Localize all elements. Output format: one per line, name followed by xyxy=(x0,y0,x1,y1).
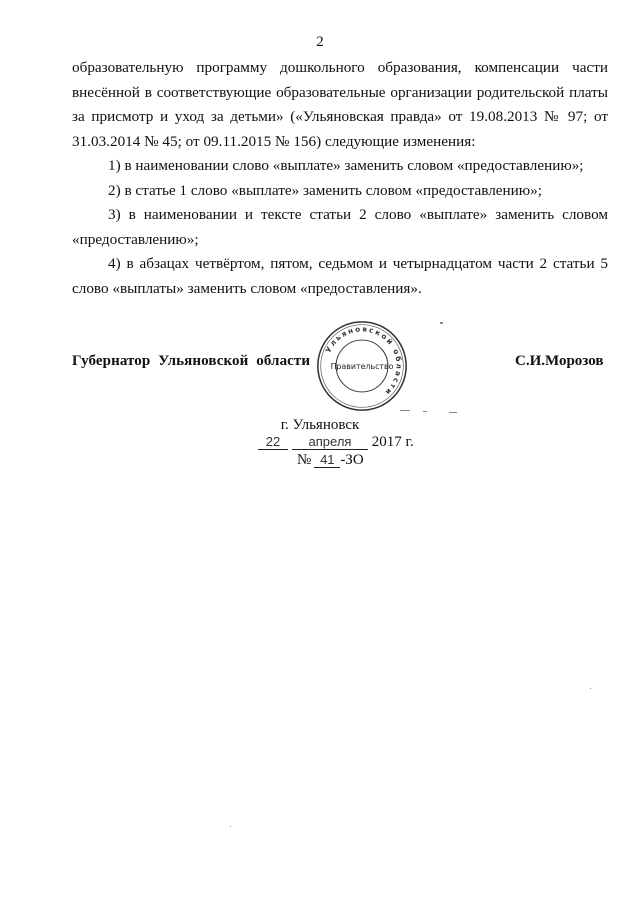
date-month: апреля xyxy=(292,435,368,450)
signatory-name: С.И.Морозов xyxy=(515,353,604,369)
number-suffix: -ЗО xyxy=(340,452,364,468)
signing-date xyxy=(258,434,414,451)
seal-center-text: Правительство xyxy=(330,361,394,371)
intro-paragraph: образовательную программу дошкольного образования, компенсации части внесённой в соответствующие образовательные организации родительской платы за присмотр и уход за детьми» («Ульяновская правда» от 19.08.2013 № 97; от 31.03.2014 № 45; от 09.11.2015 № 156) следующие изменения: xyxy=(72,59,608,150)
number-value: 41 xyxy=(314,453,340,468)
number-sign: № xyxy=(297,452,312,468)
date-day: 22 xyxy=(258,435,288,450)
document-number xyxy=(297,452,364,469)
date-year: 2017 г. xyxy=(371,434,414,450)
amendment-item-3: 3) в наименовании и тексте статьи 2 слово «выплате» заменить словом «предоставлению»; xyxy=(72,206,608,248)
amendment-item-4: 4) в абзацах четвёртом, пятом, седьмом и четырнадцатом части 2 статьи 5 слово «выплаты» заменить словом «предоставления». xyxy=(72,255,608,297)
document-body xyxy=(72,56,608,301)
page-number: 2 xyxy=(316,34,324,50)
amendment-item-1: 1) в наименовании слово «выплате» заменить словом «предоставлению»; xyxy=(108,157,584,174)
seal-ring-text: Ульяновской области xyxy=(323,324,404,399)
amendment-item-2: 2) в статье 1 слово «выплате» заменить словом «предоставлению»; xyxy=(108,181,542,199)
place-of-signing: г. Ульяновск xyxy=(280,417,360,433)
signatory-position: Губернатор Ульяновской области xyxy=(72,353,311,369)
official-seal xyxy=(314,318,410,414)
